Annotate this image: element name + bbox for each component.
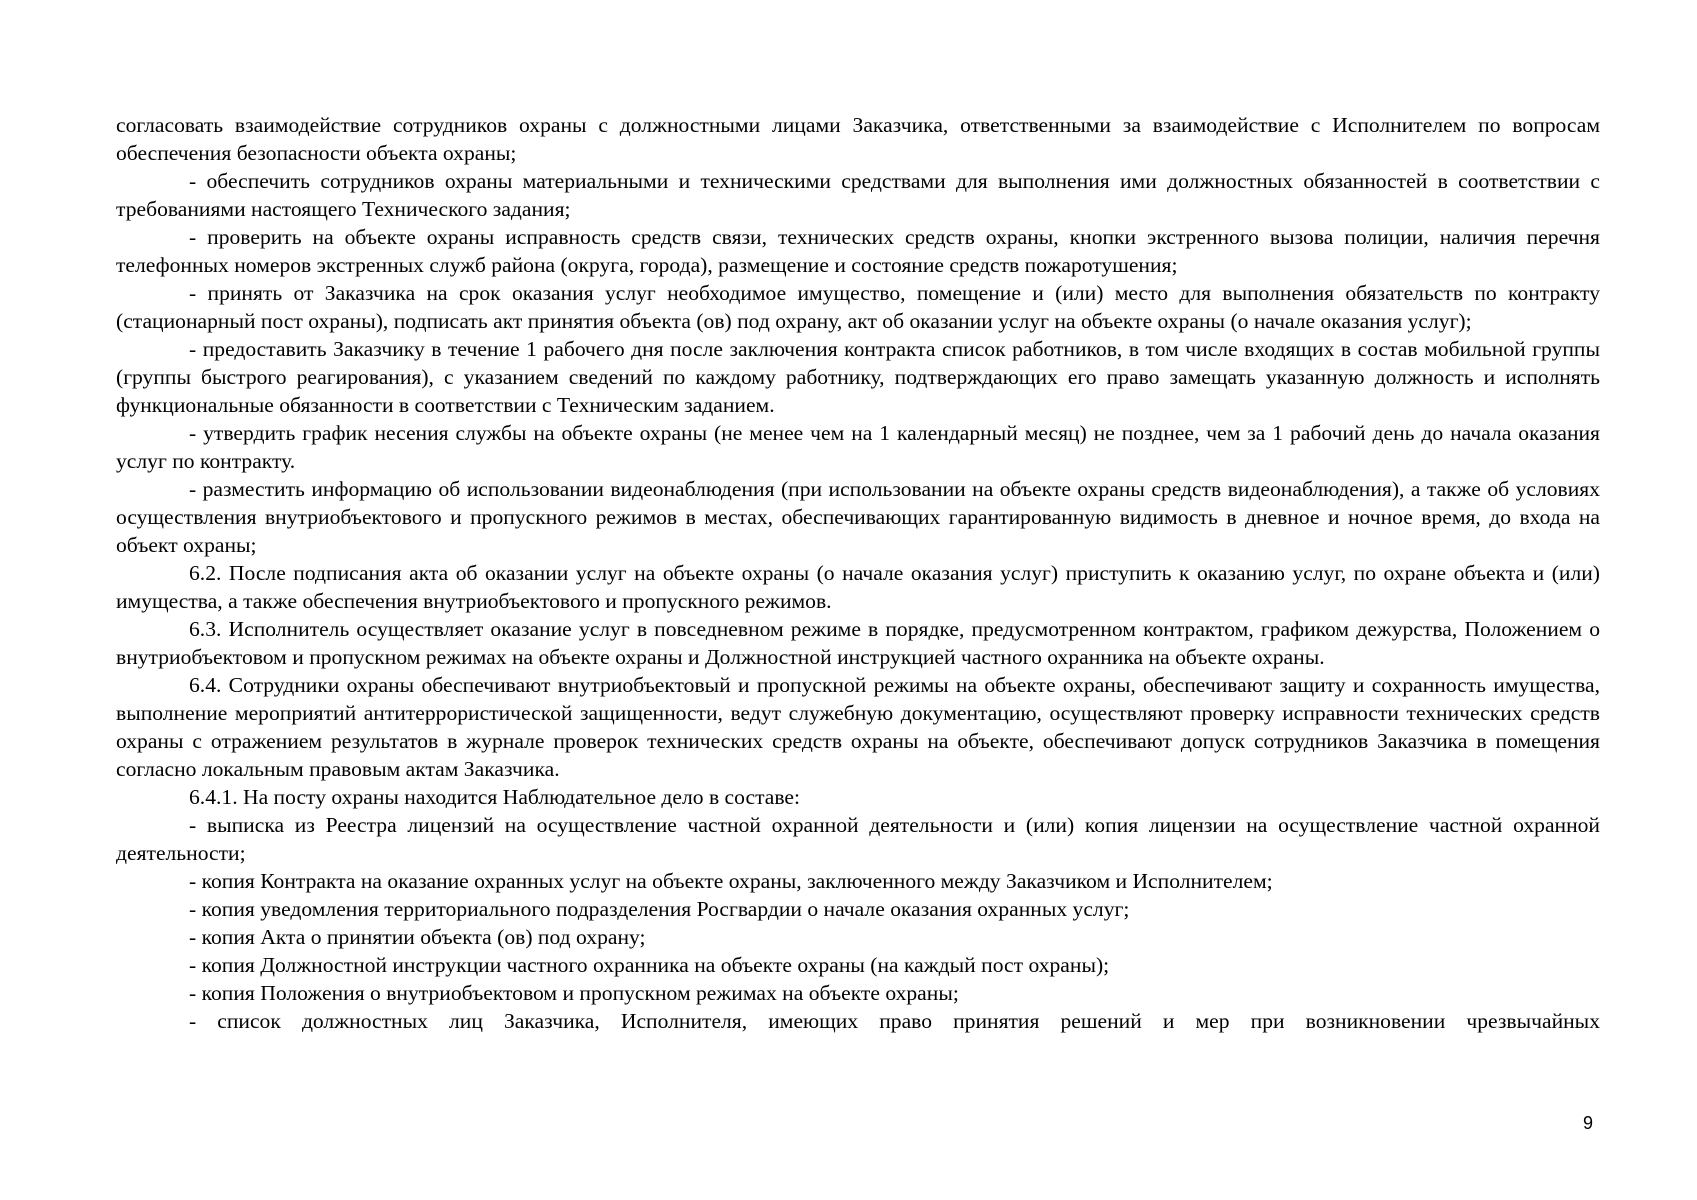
paragraph: - проверить на объекте охраны исправность средств связи, технических средств охраны, кнопки экстренного вызова полиции, наличия перечня телефонных номеров экстренных служб района (округа, города), размещение и состояние средств пожаротушения;: [116, 225, 1600, 277]
paragraph: - утвердить график несения службы на объекте охраны (не менее чем на 1 календарный месяц) не позднее, чем за 1 рабочий день до начала оказания услуг по контракту.: [116, 421, 1600, 473]
paragraph: - выписка из Реестра лицензий на осуществление частной охранной деятельности и (или) копия лицензии на осуществление частной охранной деятельности;: [116, 813, 1600, 865]
paragraph: - принять от Заказчика на срок оказания услуг необходимое имущество, помещение и (или) место для выполнения обязательств по контракту (стационарный пост охраны), подписать акт принятия объекта (ов) под охрану, акт об оказании услуг на объекте охраны (о начале оказания услуг);: [116, 281, 1600, 333]
paragraph: - копия уведомления территориального подразделения Росгвардии о начале оказания охранных услуг;: [189, 897, 1130, 921]
paragraph: - копия Акта о принятии объекта (ов) под охрану;: [189, 925, 646, 949]
paragraph: 6.3. Исполнитель осуществляет оказание услуг в повседневном режиме в порядке, предусмотренном контрактом, графиком дежурства, Положением о внутриобъектовом и пропускном режимах на объекте охраны и Должностной инструкцией частного охранника на объекте охраны.: [116, 617, 1600, 669]
paragraph: - копия Должностной инструкции частного охранника на объекте охраны (на каждый пост охраны);: [189, 953, 1110, 977]
paragraph: 6.4. Сотрудники охраны обеспечивают внутриобъектовый и пропускной режимы на объекте охраны, обеспечивают защиту и сохранность имущества, выполнение мероприятий антитеррористической защищенности, ведут служебную документацию, осуществляют проверку исправности технических средств охраны с отражением результатов в журнале проверок технических средств охраны на объекте, обеспечивают допуск сотрудников Заказчика в помещения согласно локальным правовым актам Заказчика.: [116, 673, 1600, 781]
paragraph: согласовать взаимодействие сотрудников охраны с должностными лицами Заказчика, ответственными за взаимодействие с Исполнителем по вопросам обеспечения безопасности объекта охраны;: [116, 113, 1600, 165]
paragraph: 6.2. После подписания акта об оказании услуг на объекте охраны (о начале оказания услуг) приступить к оказанию услуг, по охране объекта и (или) имущества, а также обеспечения внутриобъектового и пропускного режимов.: [116, 561, 1600, 613]
paragraph: - предоставить Заказчику в течение 1 рабочего дня после заключения контракта список работников, в том числе входящих в состав мобильной группы (группы быстрого реагирования), с указанием сведений по каждому работнику, подтверждающих его право замещать указанную должность и исполнять функциональные обязанности в соответствии с Техническим заданием.: [116, 337, 1600, 417]
paragraph: - копия Положения о внутриобъектовом и пропускном режимах на объекте охраны;: [189, 981, 959, 1005]
paragraph: - список должностных лиц Заказчика, Исполнителя, имеющих право принятия решений и мер при возникновении чрезвычайных: [189, 1009, 1600, 1033]
paragraph: - обеспечить сотрудников охраны материальными и техническими средствами для выполнения ими должностных обязанностей в соответствии с требованиями настоящего Технического задания;: [116, 169, 1600, 221]
paragraph: - копия Контракта на оказание охранных услуг на объекте охраны, заключенного между Заказчиком и Исполнителем;: [189, 869, 1273, 893]
page-number: 9: [1583, 1113, 1594, 1133]
document-body: [116, 111, 1600, 1035]
paragraph: 6.4.1. На посту охраны находится Наблюдательное дело в составе:: [189, 785, 801, 809]
paragraph: - разместить информацию об использовании видеонаблюдения (при использовании на объекте охраны средств видеонаблюдения), а также об условиях осуществления внутриобъектового и пропускного режимов в местах, обеспечивающих гарантированную видимость в дневное и ночное время, до входа на объект охраны;: [116, 477, 1600, 557]
